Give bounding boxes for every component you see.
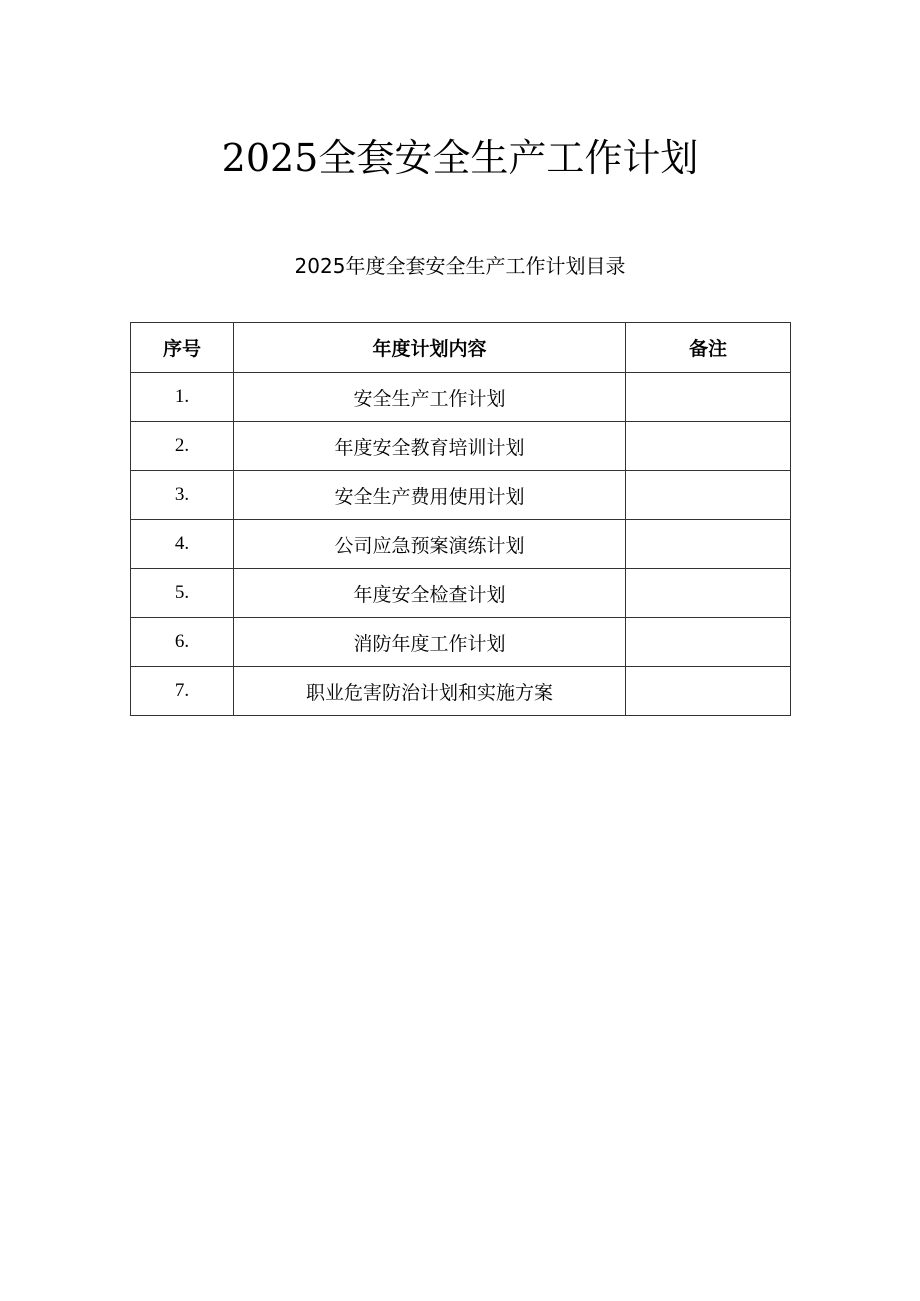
row-content: 消防年度工作计划 <box>234 618 626 667</box>
row-remark <box>626 618 791 667</box>
row-remark <box>626 569 791 618</box>
header-remark: 备注 <box>626 323 791 373</box>
row-number: 6. <box>131 618 234 667</box>
header-content: 年度计划内容 <box>234 323 626 373</box>
table-row <box>131 667 791 716</box>
table-row <box>131 520 791 569</box>
table-header-row <box>131 323 791 373</box>
row-content: 安全生产工作计划 <box>234 373 626 422</box>
document-title: 2025全套安全生产工作计划 <box>221 136 699 180</box>
row-content: 年度安全教育培训计划 <box>234 422 626 471</box>
row-content: 公司应急预案演练计划 <box>234 520 626 569</box>
row-number: 4. <box>131 520 234 569</box>
table-row <box>131 569 791 618</box>
row-remark <box>626 373 791 422</box>
row-number: 1. <box>131 373 234 422</box>
row-remark <box>626 422 791 471</box>
row-number: 5. <box>131 569 234 618</box>
table-row <box>131 373 791 422</box>
row-number: 2. <box>131 422 234 471</box>
table-row <box>131 471 791 520</box>
row-remark <box>626 471 791 520</box>
toc-table <box>130 322 791 716</box>
row-remark <box>626 520 791 569</box>
row-remark <box>626 667 791 716</box>
toc-heading: 2025年度全套安全生产工作计划目录 <box>294 254 626 278</box>
row-number: 3. <box>131 471 234 520</box>
row-content: 职业危害防治计划和实施方案 <box>234 667 626 716</box>
header-number: 序号 <box>131 323 234 373</box>
row-content: 年度安全检查计划 <box>234 569 626 618</box>
table-row <box>131 618 791 667</box>
table-row <box>131 422 791 471</box>
row-number: 7. <box>131 667 234 716</box>
row-content: 安全生产费用使用计划 <box>234 471 626 520</box>
